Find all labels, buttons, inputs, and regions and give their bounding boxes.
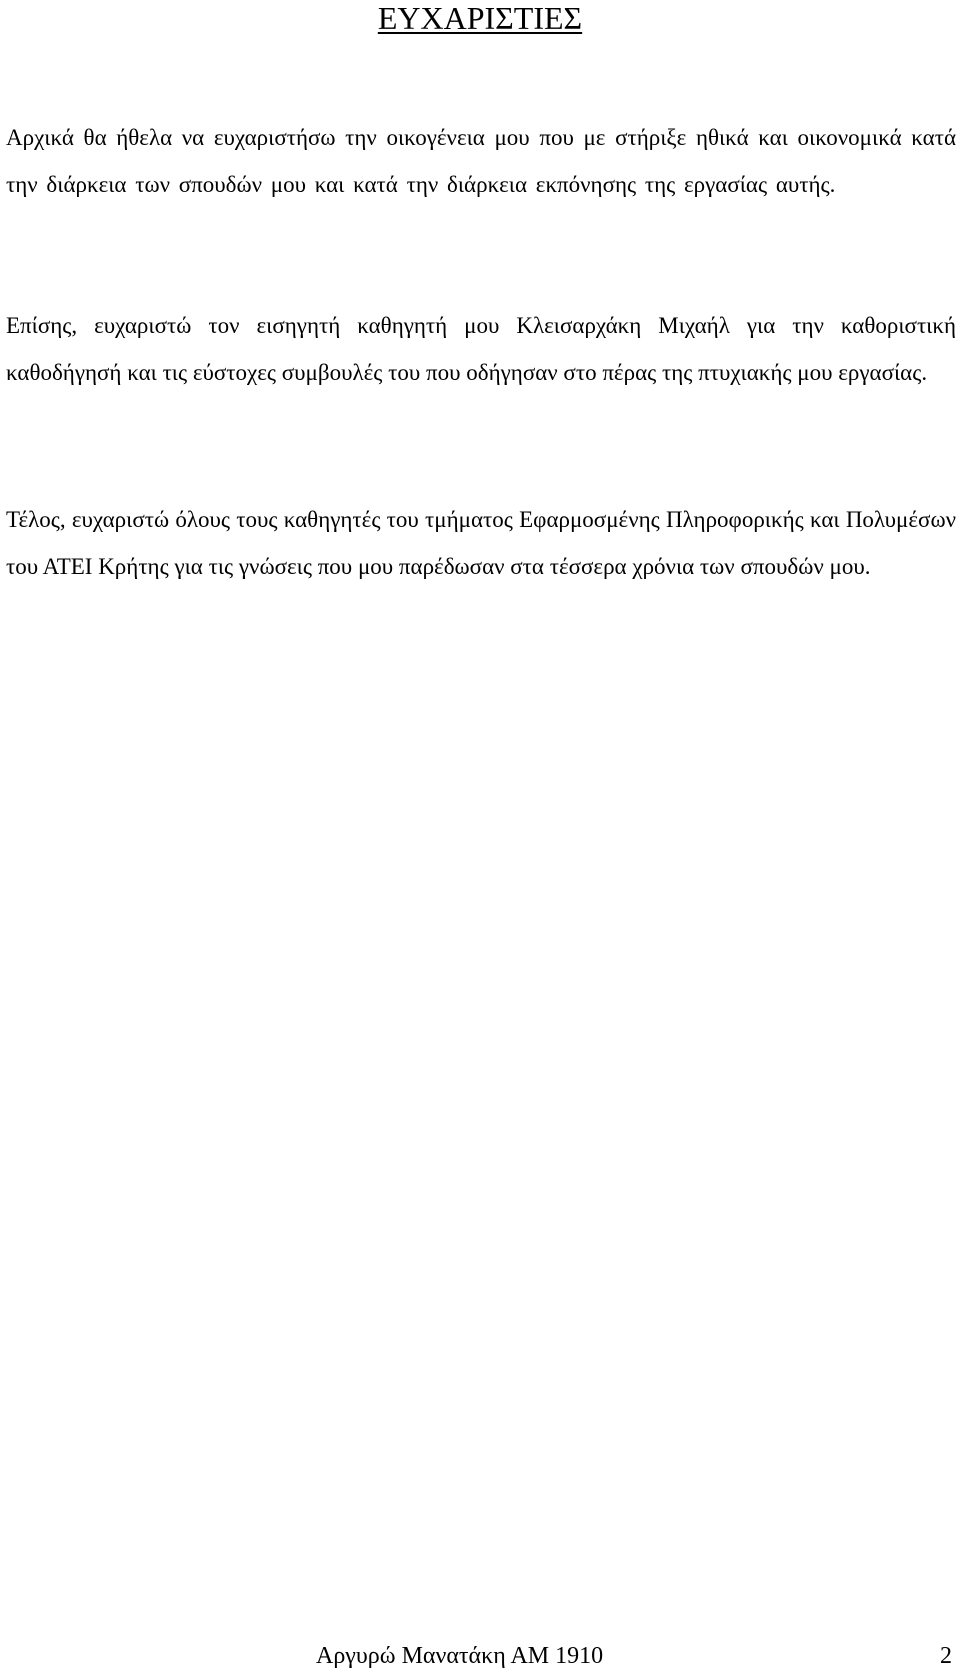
page-number: 2 [940, 1643, 952, 1669]
footer-author: Αργυρώ Μανατάκη ΑΜ 1910 [316, 1643, 604, 1669]
page-footer [0, 1640, 960, 1672]
acknowledgement-paragraph-supervisor: Επίσης, ευχαριστώ τον εισηγητή καθηγητή μου Κλεισαρχάκη Μιχαήλ για την καθοριστική καθοδήγησή και τις εύστοχες συμβουλές του που οδήγησαν στο πέρας της πτυχιακής μου εργασίας. [6, 313, 956, 385]
page-title: ΕΥΧΑΡΙΣΤΙΕΣ [377, 0, 583, 36]
acknowledgement-paragraph-professors: Τέλος, ευχαριστώ όλους τους καθηγητές του τμήματος Εφαρμοσμένης Πληροφορικής και Πολυμέσων του ΑΤΕΙ Κρήτης για τις γνώσεις που μου παρέδωσαν στα τέσσερα χρόνια των σπουδών μου. [6, 507, 956, 579]
acknowledgement-paragraph-family: Αρχικά θα ήθελα να ευχαριστήσω την οικογένεια μου που με στήριξε ηθικά και οικονομικά κατά την διάρκεια των σπουδών μου και κατά την διάρκεια εκπόνησης της εργασίας αυτής. [6, 125, 956, 197]
